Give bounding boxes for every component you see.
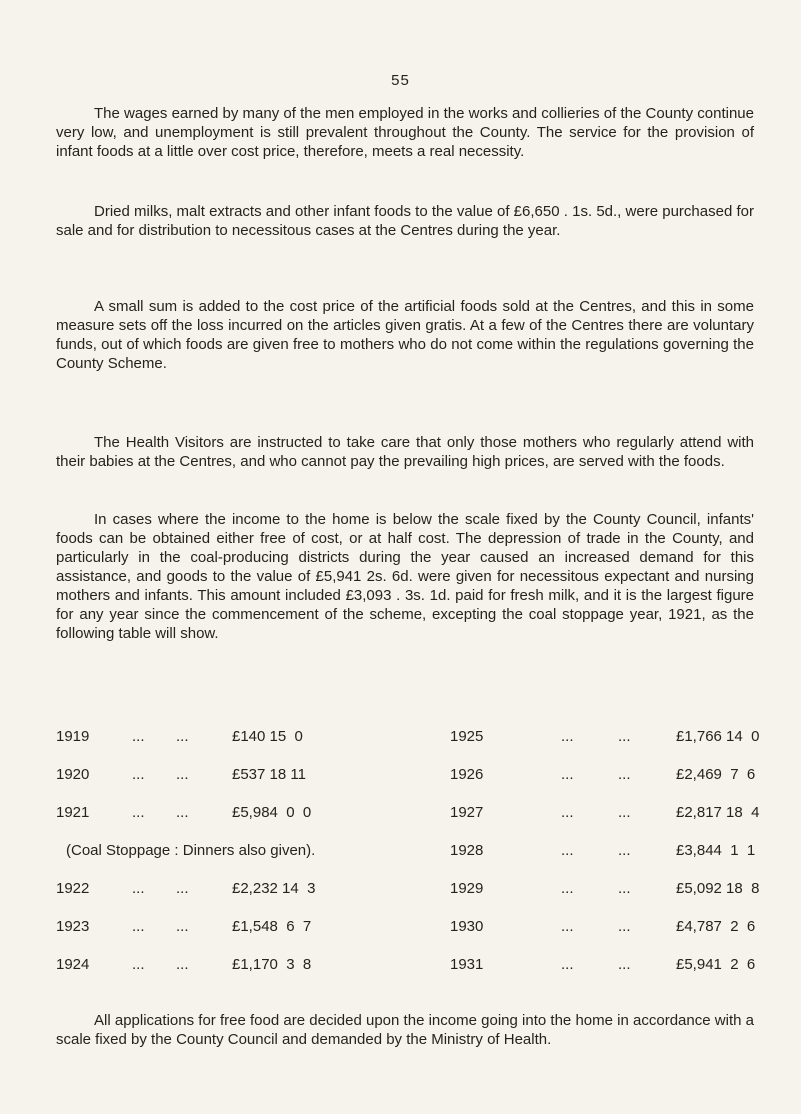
leader-dots: ... bbox=[561, 766, 574, 783]
expenditure-table bbox=[56, 728, 768, 994]
leader-dots: ... bbox=[618, 842, 631, 859]
right-amount: £1,766 14 0 bbox=[676, 728, 760, 745]
coal-stoppage-note: (Coal Stoppage : Dinners also given). bbox=[66, 842, 316, 859]
leader-dots: ... bbox=[561, 728, 574, 745]
leader-dots: ... bbox=[176, 956, 189, 973]
left-year: 1923 bbox=[56, 918, 90, 935]
left-amount: £5,984 0 0 bbox=[232, 804, 312, 821]
paragraph-wages: The wages earned by many of the men employed in the works and collieries of the County continue very low, and unemployment is still prevalent throughout the County. The service for the provision of infant foods at a little over cost price, therefore, meets a real necessity. bbox=[56, 105, 754, 160]
leader-dots: ... bbox=[132, 918, 145, 935]
right-amount: £2,469 7 6 bbox=[676, 766, 756, 783]
table-row bbox=[56, 918, 768, 956]
right-amount: £4,787 2 6 bbox=[676, 918, 756, 935]
leader-dots: ... bbox=[561, 804, 574, 821]
leader-dots: ... bbox=[176, 804, 189, 821]
table-row bbox=[56, 956, 768, 994]
leader-dots: ... bbox=[132, 804, 145, 821]
right-amount: £5,941 2 6 bbox=[676, 956, 756, 973]
right-amount: £5,092 18 8 bbox=[676, 880, 760, 897]
right-year: 1927 bbox=[450, 804, 484, 821]
leader-dots: ... bbox=[618, 918, 631, 935]
right-amount: £2,817 18 4 bbox=[676, 804, 760, 821]
paragraph-dried-milks: Dried milks, malt extracts and other infant foods to the value of £6,650 . 1s. 5d., were purchased for sale and for distribution to necessitous cases at the Centres during the year. bbox=[56, 203, 754, 239]
leader-dots: ... bbox=[176, 728, 189, 745]
left-year: 1920 bbox=[56, 766, 90, 783]
right-year: 1929 bbox=[450, 880, 484, 897]
left-year: 1922 bbox=[56, 880, 90, 897]
right-year: 1930 bbox=[450, 918, 484, 935]
right-year: 1931 bbox=[450, 956, 484, 973]
paragraph-health-visitors: The Health Visitors are instructed to take care that only those mothers who regularly attend with their babies at the Centres, and who cannot pay the prevailing high prices, are served with the foods. bbox=[56, 434, 754, 470]
right-year: 1926 bbox=[450, 766, 484, 783]
leader-dots: ... bbox=[618, 956, 631, 973]
leader-dots: ... bbox=[132, 956, 145, 973]
left-year: 1919 bbox=[56, 728, 90, 745]
table-row bbox=[56, 728, 768, 766]
left-amount: £1,548 6 7 bbox=[232, 918, 312, 935]
leader-dots: ... bbox=[561, 842, 574, 859]
paragraph-applications: All applications for free food are decided upon the income going into the home in accordance with a scale fixed by the County Council and demanded by the Ministry of Health. bbox=[56, 1012, 754, 1048]
leader-dots: ... bbox=[132, 880, 145, 897]
leader-dots: ... bbox=[176, 766, 189, 783]
left-amount: £1,170 3 8 bbox=[232, 956, 312, 973]
leader-dots: ... bbox=[618, 766, 631, 783]
right-year: 1925 bbox=[450, 728, 484, 745]
leader-dots: ... bbox=[176, 918, 189, 935]
paragraph-cost-price: A small sum is added to the cost price of the artificial foods sold at the Centres, and this in some measure sets off the loss incurred on the articles given gratis. At a few of the Centres there are voluntary funds, out of which foods are given free to mothers who do not come within the regulations governing the County Scheme. bbox=[56, 298, 754, 372]
left-amount: £140 15 0 bbox=[232, 728, 303, 745]
left-year: 1924 bbox=[56, 956, 90, 973]
table-row bbox=[56, 842, 768, 880]
table-row bbox=[56, 880, 768, 918]
left-amount: £2,232 14 3 bbox=[232, 880, 316, 897]
left-amount: £537 18 11 bbox=[232, 766, 306, 783]
right-year: 1928 bbox=[450, 842, 484, 859]
paragraph-income-scale: In cases where the income to the home is below the scale fixed by the County Council, infants' foods can be obtained either free of cost, or at half cost. The depression of trade in the County, and particularly in the coal-producing districts during the year caused an increased demand for this assistance, and goods to the value of £5,941 2s. 6d. were given for necessitous expectant and nursing mothers and infants. This amount included £3,093 . 3s. 1d. paid for fresh milk, and it is the largest figure for any year since the commencement of the scheme, excepting the coal stoppage year, 1921, as the following table will show. bbox=[56, 511, 754, 642]
leader-dots: ... bbox=[132, 766, 145, 783]
leader-dots: ... bbox=[618, 880, 631, 897]
page-number: 55 bbox=[391, 72, 410, 89]
leader-dots: ... bbox=[561, 880, 574, 897]
leader-dots: ... bbox=[176, 880, 189, 897]
leader-dots: ... bbox=[561, 918, 574, 935]
leader-dots: ... bbox=[618, 728, 631, 745]
leader-dots: ... bbox=[561, 956, 574, 973]
table-row bbox=[56, 766, 768, 804]
right-amount: £3,844 1 1 bbox=[676, 842, 756, 859]
leader-dots: ... bbox=[618, 804, 631, 821]
leader-dots: ... bbox=[132, 728, 145, 745]
table-row bbox=[56, 804, 768, 842]
left-year: 1921 bbox=[56, 804, 90, 821]
